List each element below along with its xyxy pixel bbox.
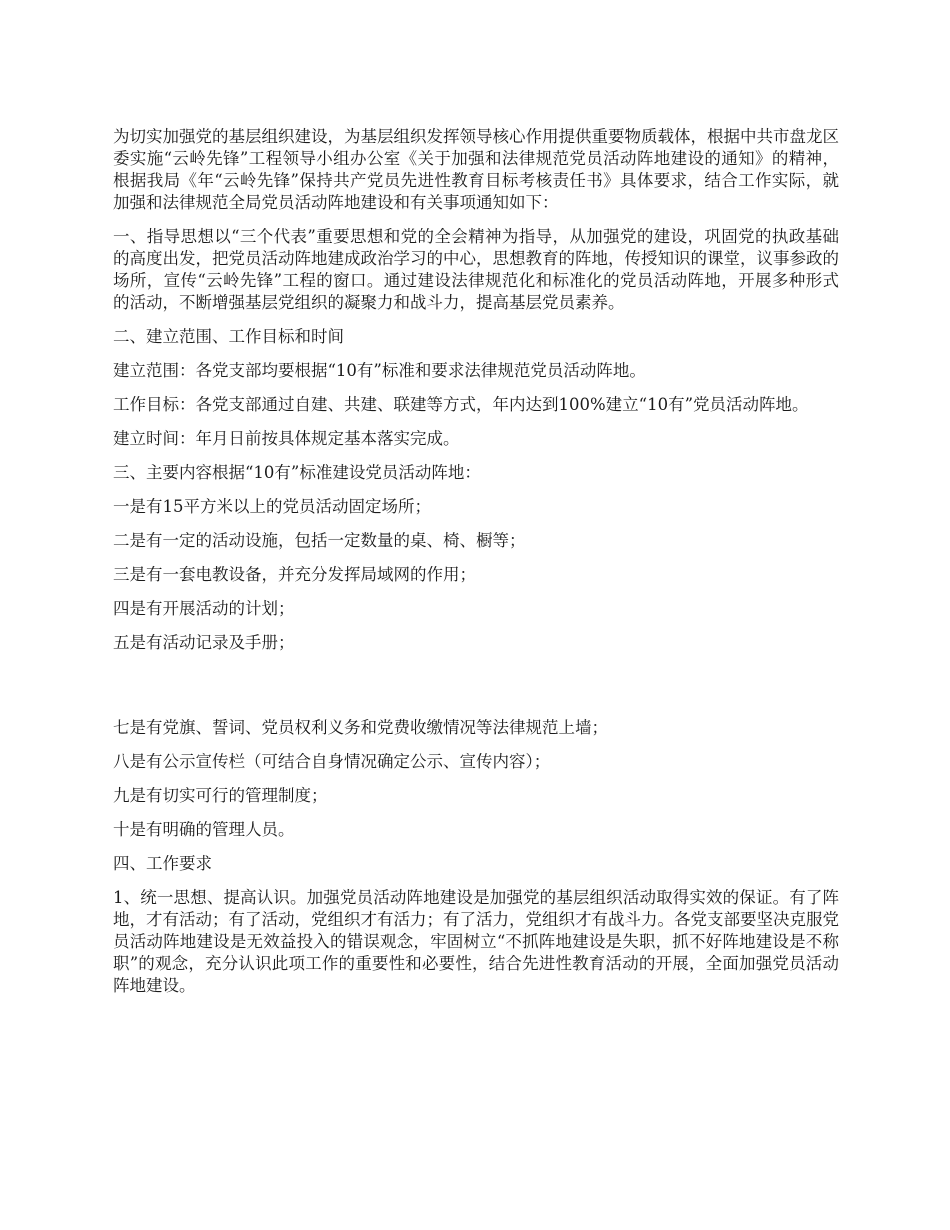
section-3-heading: 三、主要内容根据“10有”标准建设党员活动阵地： — [113, 463, 481, 482]
intro-paragraph: 为切实加强党的基层组织建设，为基层组织发挥领导核心作用提供重要物质载体，根据中共市盘龙区委实施“云岭先锋”工程领导小组办公室《关于加强和法律规范党员活动阵地建设的通知》的精神，根据我局《年“云岭先锋”保持共产党员先进性教育目标考核责任书》具体要求，结合工作实际，就加强和法律规范全局党员活动阵地建设和有关事项通知如下： — [113, 127, 839, 212]
list-item-9: 九是有切实可行的管理制度； — [113, 786, 328, 805]
section-4-heading: 四、工作要求 — [113, 854, 212, 873]
list-item-5: 五是有活动记录及手册； — [113, 633, 295, 652]
time-paragraph: 建立时间：年月日前按具体规定基本落实完成。 — [113, 429, 460, 448]
list-item-1: 一是有15平方米以上的党员活动固定场所； — [113, 497, 431, 516]
scope-paragraph: 建立范围：各党支部均要根据“10有”标准和要求法律规范党员活动阵地。 — [113, 361, 646, 380]
list-item-3: 三是有一套电教设备，并充分发挥局域网的作用； — [113, 565, 476, 584]
document-body — [113, 126, 839, 1009]
list-item-2: 二是有一定的活动设施，包括一定数量的桌、椅、橱等； — [113, 531, 526, 550]
list-item-4: 四是有开展活动的计划； — [113, 599, 295, 618]
list-item-10: 十是有明确的管理人员。 — [113, 820, 295, 839]
goal-paragraph: 工作目标：各党支部通过自建、共建、联建等方式，年内达到100%建立“10有”党员活动阵地。 — [113, 395, 809, 414]
blank-gap — [113, 666, 839, 717]
section-1-guiding-ideology: 一、指导思想以“三个代表”重要思想和党的全会精神为指导，从加强党的建设，巩固党的执政基础的高度出发，把党员活动阵地建成政治学习的中心，思想教育的阵地，传授知识的课堂，议事参政的场所，宣传“云岭先锋”工程的窗口。通过建设法律规范化和标准化的党员活动阵地，开展多种形式的活动，不断增强基层党组织的凝聚力和战斗力，提高基层党员素养。 — [113, 227, 839, 312]
list-item-8: 八是有公示宣传栏（可结合自身情况确定公示、宣传内容）； — [113, 752, 551, 771]
list-item-7: 七是有党旗、誓词、党员权利义务和党费收缴情况等法律规范上墙； — [113, 718, 608, 737]
section-2-heading: 二、建立范围、工作目标和时间 — [113, 327, 344, 346]
requirement-1-paragraph: 1、统一思想、提高认识。加强党员活动阵地建设是加强党的基层组织活动取得实效的保证。有了阵地，才有活动；有了活动，党组织才有活力；有了活力，党组织才有战斗力。各党支部要坚决克服党员活动阵地建设是无效益投入的错误观念，牢固树立“不抓阵地建设是失职，抓不好阵地建设是不称职”的观念，充分认识此项工作的重要性和必要性，结合先进性教育活动的开展，全面加强党员活动阵地建设。 — [113, 888, 839, 995]
